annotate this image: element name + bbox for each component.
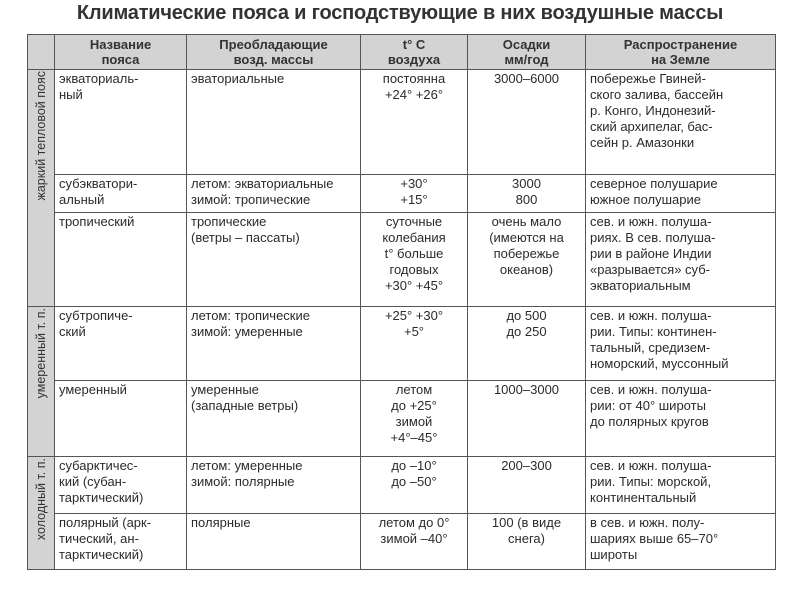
cell-temp: +30° +15° <box>361 175 468 213</box>
cell-name: субтропиче- ский <box>55 307 187 381</box>
cell-masses: летом: экваториальные зимой: тропические <box>187 175 361 213</box>
header-masses: Преобладающие возд. массы <box>187 35 361 70</box>
table-row-subequatorial <box>28 175 776 213</box>
climate-table <box>27 34 776 570</box>
cell-masses: летом: тропические зимой: умеренные <box>187 307 361 381</box>
zone-cold: холодный т. п. <box>28 457 55 570</box>
table-row-equatorial <box>28 70 776 175</box>
cell-temp: летом до +25° зимой +4°–45° <box>361 381 468 457</box>
cell-distribution: сев. и южн. полуша- рии. Типы: морской, континентальный <box>586 457 776 514</box>
page-title: Климатические пояса и господствующие в них воздушные массы <box>76 2 724 24</box>
cell-distribution: сев. и южн. полуша- рии: от 40° широты до полярных кругов <box>586 381 776 457</box>
cell-name: тропический <box>55 213 187 307</box>
cell-temp: +25° +30° +5° <box>361 307 468 381</box>
cell-precip: 200–300 <box>468 457 586 514</box>
cell-precip: 3000 800 <box>468 175 586 213</box>
cell-temp: суточные колебания t° больше годовых +30° +45° <box>361 213 468 307</box>
zone-temperate: умеренный т. п. <box>28 307 55 457</box>
cell-distribution: в сев. и южн. полу- шариях выше 65–70° широты <box>586 514 776 570</box>
table-row-tropical <box>28 213 776 307</box>
cell-distribution: побережье Гвиней- ского залива, бассейн р. Конго, Индонезий- ский архипелаг, бас- сейн р. Амазонки <box>586 70 776 175</box>
cell-precip: 100 (в виде снега) <box>468 514 586 570</box>
cell-masses: летом: умеренные зимой: полярные <box>187 457 361 514</box>
header-distribution: Распространение на Земле <box>586 35 776 70</box>
cell-precip: 3000–6000 <box>468 70 586 175</box>
header-name: Название пояса <box>55 35 187 70</box>
cell-distribution: сев. и южн. полуша- рии. Типы: континен- тальный, средизем- номорский, муссонный <box>586 307 776 381</box>
zone-hot: жаркий тепловой пояс <box>28 70 55 307</box>
cell-temp: до –10° до –50° <box>361 457 468 514</box>
cell-name: умеренный <box>55 381 187 457</box>
cell-precip: 1000–3000 <box>468 381 586 457</box>
cell-name: субэкватори- альный <box>55 175 187 213</box>
cell-distribution: северное полушарие южное полушарие <box>586 175 776 213</box>
cell-name: субарктичес- кий (субан- тарктический) <box>55 457 187 514</box>
table-row-subtropical <box>28 307 776 381</box>
cell-masses: умеренные (западные ветры) <box>187 381 361 457</box>
cell-distribution: сев. и южн. полуша- риях. В сев. полуша- рии в районе Индии «разрывается» суб- экваториальным <box>586 213 776 307</box>
cell-temp: летом до 0° зимой –40° <box>361 514 468 570</box>
header-corner <box>28 35 55 70</box>
cell-name: экваториаль- ный <box>55 70 187 175</box>
table-row-subarctic <box>28 457 776 514</box>
table-row-polar <box>28 514 776 570</box>
header-temp: t° C воздуха <box>361 35 468 70</box>
cell-precip: очень мало (имеются на побережье океанов) <box>468 213 586 307</box>
cell-temp: постоянна +24° +26° <box>361 70 468 175</box>
table-row-temperate <box>28 381 776 457</box>
header-precip: Осадки мм/год <box>468 35 586 70</box>
cell-masses: полярные <box>187 514 361 570</box>
cell-masses: тропические (ветры – пассаты) <box>187 213 361 307</box>
table-header-row <box>28 35 776 70</box>
cell-precip: до 500 до 250 <box>468 307 586 381</box>
cell-name: полярный (арк- тический, ан- тарктический) <box>55 514 187 570</box>
cell-masses: эваториальные <box>187 70 361 175</box>
